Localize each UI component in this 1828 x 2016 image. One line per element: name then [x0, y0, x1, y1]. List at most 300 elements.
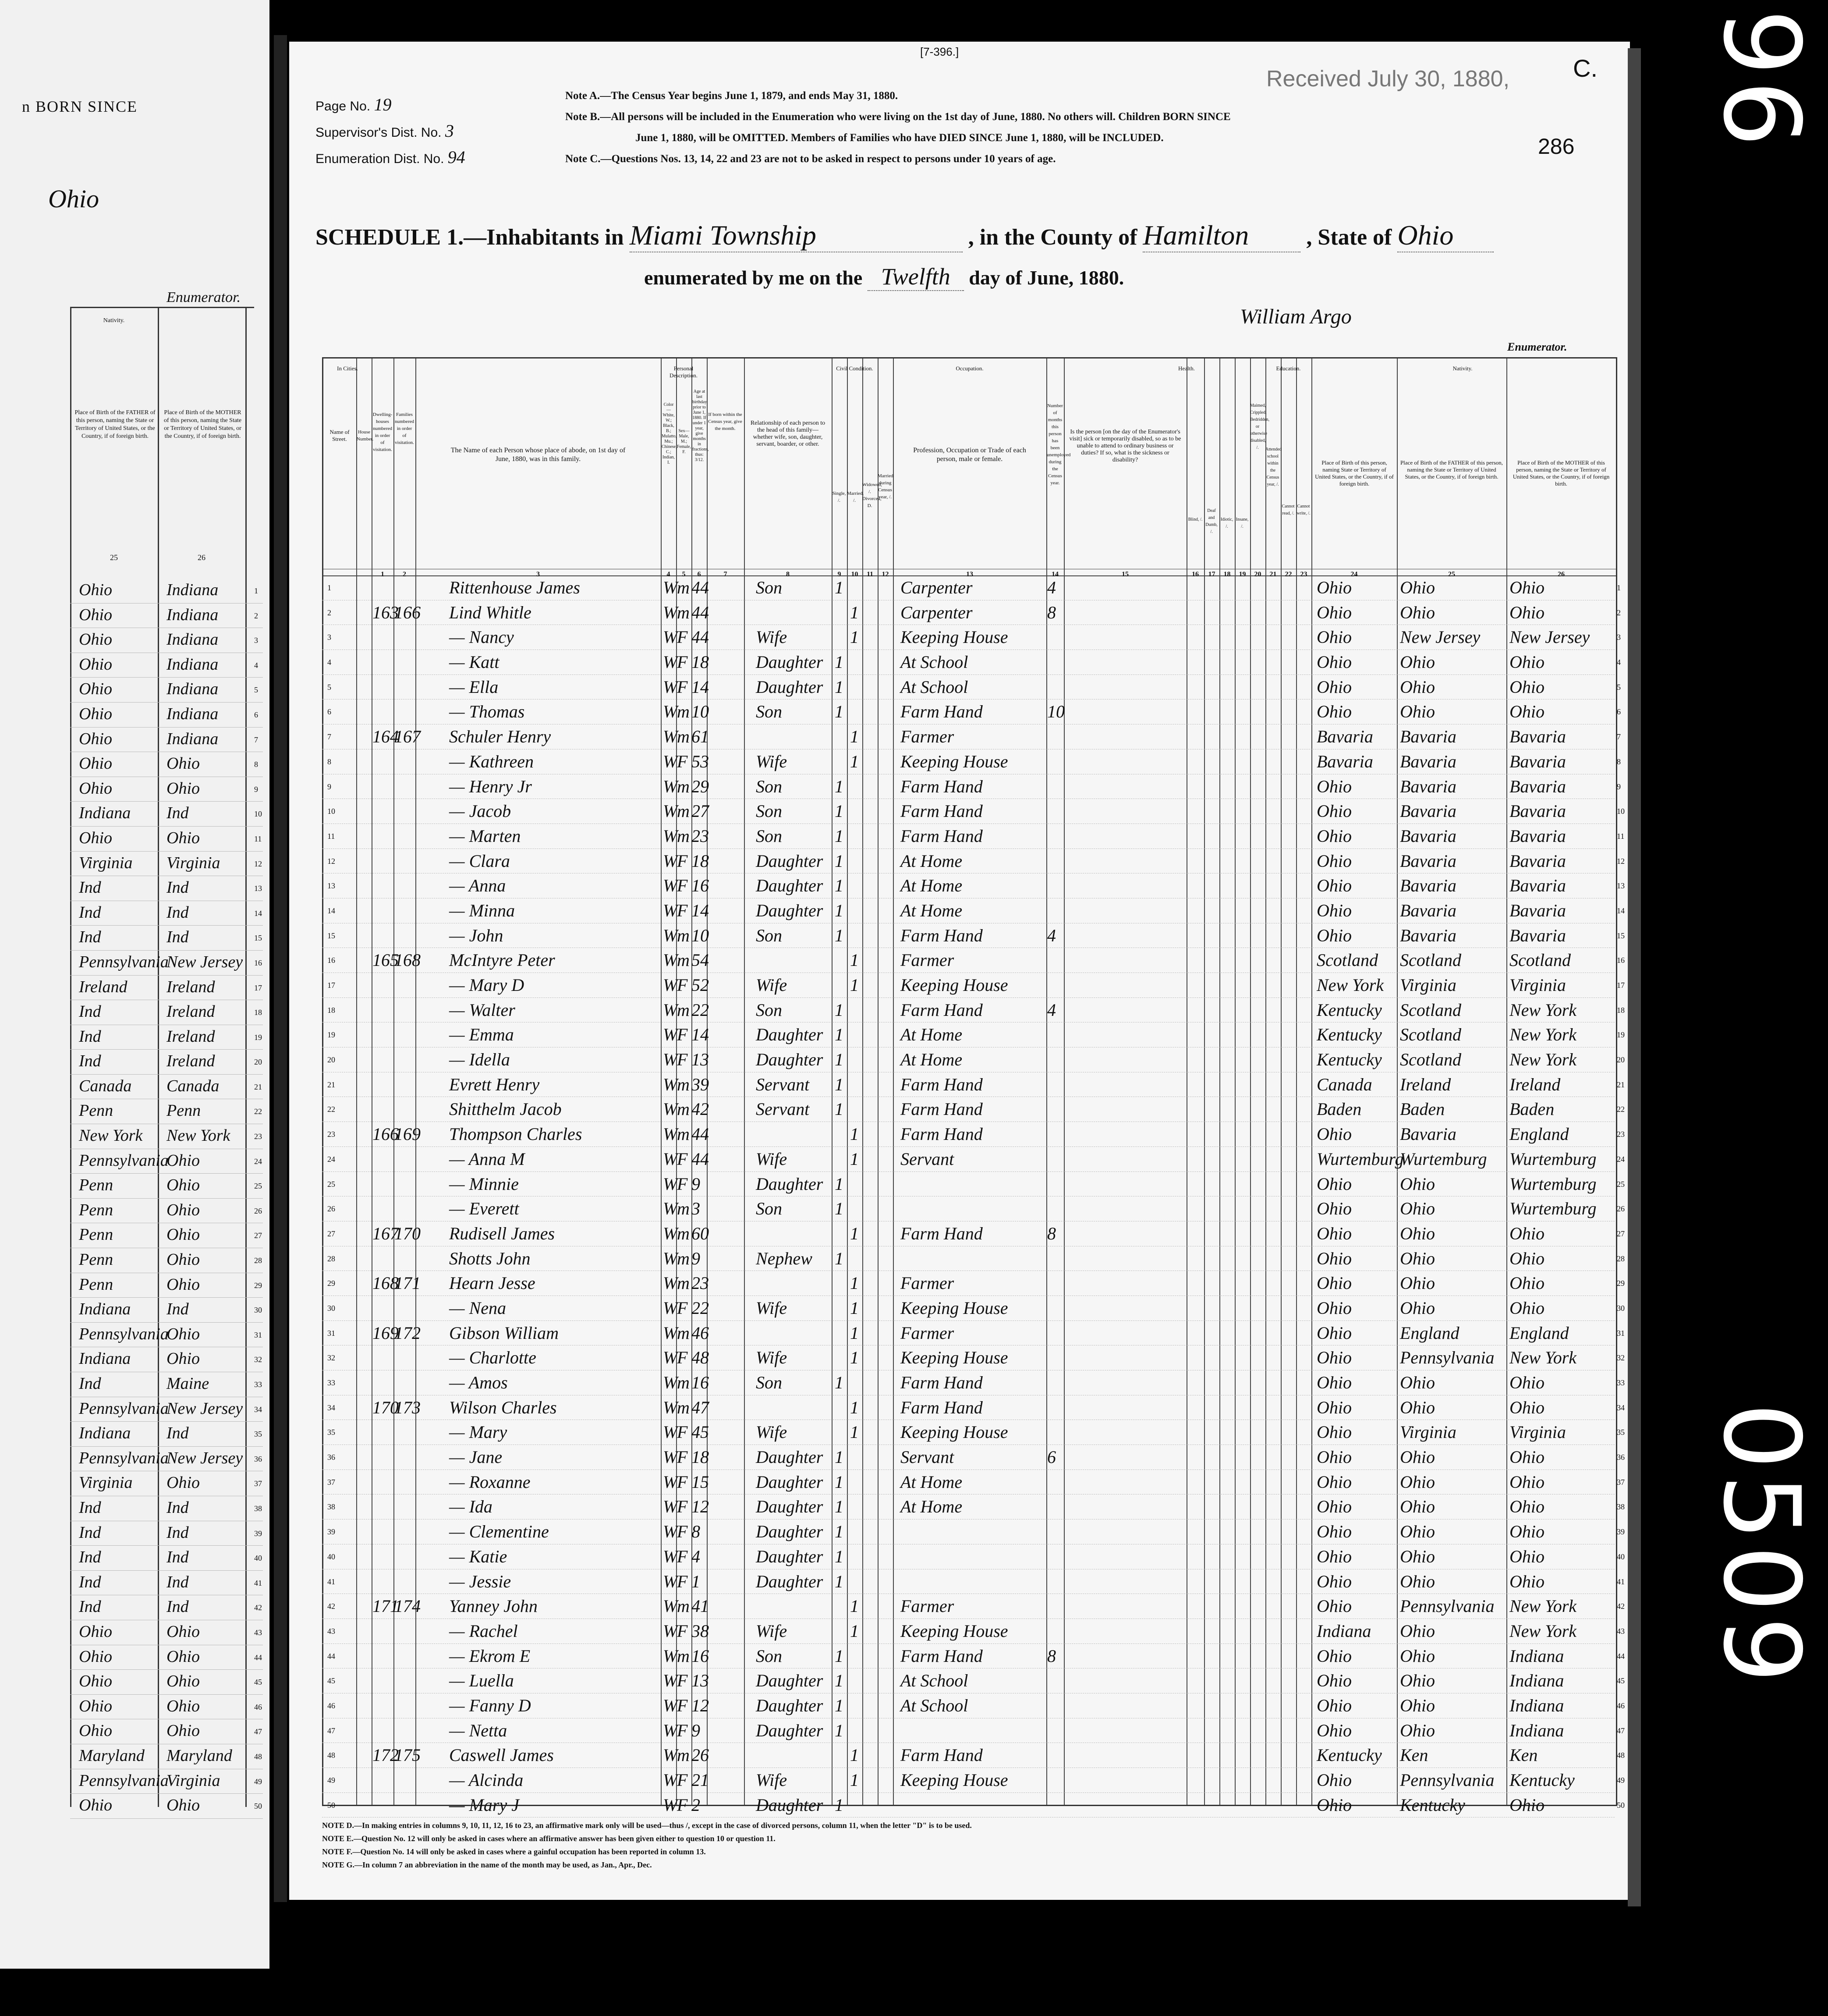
color-value: W [663, 1447, 678, 1467]
left-line-number: 11 [254, 834, 262, 843]
birthplace-father: Ireland [1400, 1074, 1451, 1094]
single-mark: 1 [835, 876, 843, 896]
census-row [322, 973, 1625, 998]
left-father-birthplace: Penn [79, 1176, 113, 1195]
line-number-right: 46 [1617, 1701, 1625, 1710]
age-value: 46 [691, 1323, 709, 1343]
left-line-number: 42 [254, 1603, 262, 1612]
single-mark: 1 [835, 900, 843, 920]
birthplace-self: Ohio [1317, 1596, 1352, 1616]
age-value: 23 [691, 826, 709, 846]
family-number: 168 [394, 950, 421, 970]
line-number-right: 24 [1617, 1154, 1625, 1164]
col-head-age: Age at last birthday prior to June 1, 1880. If under 1 year, give months in fractions, thus: 3/12. [692, 389, 709, 462]
color-value: W [663, 627, 678, 647]
relationship-value: Wife [756, 1621, 787, 1641]
line-number-right: 4 [1617, 658, 1621, 667]
person-name: — Minna [449, 900, 515, 920]
family-number: 175 [394, 1745, 421, 1765]
birthplace-father: Bavaria [1400, 727, 1456, 747]
left-mother-birthplace: Ind [167, 1300, 189, 1319]
line-number: 17 [327, 981, 335, 990]
age-value: 22 [691, 1298, 709, 1318]
col-head-occupation-detail: Profession, Occupation or Trade of each person, male or female. [913, 447, 1026, 463]
page-no-line [315, 94, 391, 115]
birthplace-mother: Bavaria [1509, 751, 1566, 771]
line-number: 45 [327, 1676, 335, 1686]
sex-value: m [677, 925, 690, 945]
column-number: 17 [1208, 571, 1215, 578]
married-mark: 1 [850, 1596, 859, 1616]
left-father-birthplace: Ohio [79, 1796, 112, 1815]
color-value: W [663, 1596, 678, 1616]
column-number: 24 [1350, 571, 1358, 578]
birthplace-self: Ohio [1317, 851, 1352, 871]
left-line-number: 49 [254, 1777, 262, 1786]
line-number: 28 [327, 1254, 335, 1263]
birthplace-self: Ohio [1317, 1770, 1352, 1790]
birthplace-father: Wurtemburg [1400, 1149, 1487, 1169]
left-mother-birthplace: Indiana [167, 729, 219, 748]
schedule-title [315, 219, 1494, 252]
age-value: 1 [691, 1571, 700, 1591]
line-number: 43 [327, 1626, 335, 1636]
line-number: 6 [327, 707, 331, 717]
sex-value: m [677, 602, 690, 622]
age-value: 61 [691, 727, 709, 747]
birthplace-self: Ohio [1317, 627, 1352, 647]
left-page-row [70, 1645, 263, 1670]
sex-value: m [677, 1373, 690, 1392]
census-row [322, 1246, 1625, 1271]
sex-value: F [677, 627, 688, 647]
color-value: W [663, 1695, 678, 1715]
birthplace-father: Ohio [1400, 1298, 1435, 1318]
single-mark: 1 [835, 826, 843, 846]
birthplace-mother: Ken [1509, 1745, 1538, 1765]
birthplace-mother: Ohio [1509, 1447, 1545, 1467]
left-col26-head: Place of Birth of the MOTHER of this person, naming the State or Territory of United States, or the Country, if of foreign birth. [163, 409, 242, 440]
unemployed-months: 4 [1047, 1000, 1056, 1020]
single-mark: 1 [835, 1795, 843, 1815]
age-value: 9 [691, 1174, 700, 1194]
line-number-right: 20 [1617, 1055, 1625, 1065]
relationship-value: Daughter [756, 677, 823, 697]
page-no-value: 19 [374, 95, 392, 114]
married-mark: 1 [850, 602, 859, 622]
sex-value: F [677, 1149, 688, 1169]
occupation-value: Farmer [900, 1273, 954, 1293]
relationship-value: Son [756, 801, 782, 821]
birthplace-self: Ohio [1317, 1571, 1352, 1591]
birthplace-self: Ohio [1317, 876, 1352, 896]
sex-value: m [677, 1646, 690, 1666]
left-mother-birthplace: Ohio [167, 1225, 200, 1244]
color-value: W [663, 851, 678, 871]
relationship-value: Servant [756, 1074, 810, 1094]
birthplace-mother: Indiana [1509, 1720, 1564, 1740]
line-number: 25 [327, 1179, 335, 1189]
sex-value: F [677, 1671, 688, 1691]
census-row [322, 1644, 1625, 1669]
stamped-page-number: 286 [1538, 134, 1575, 159]
occupation-value: Farmer [900, 1596, 954, 1616]
birthplace-father: Bavaria [1400, 876, 1456, 896]
relationship-value: Daughter [756, 652, 823, 672]
birthplace-father: Ohio [1400, 702, 1435, 722]
column-number: 22 [1285, 571, 1292, 578]
occupation-value: At Home [900, 1025, 963, 1045]
left-line-number: 15 [254, 933, 262, 943]
line-number-right: 35 [1617, 1428, 1625, 1437]
occupation-value: Keeping House [900, 1348, 1008, 1368]
line-number: 15 [327, 931, 335, 940]
relationship-value: Daughter [756, 1695, 823, 1715]
unemployed-months: 4 [1047, 925, 1056, 945]
line-number: 27 [327, 1229, 335, 1238]
census-row [322, 1122, 1625, 1147]
unemployed-months: 8 [1047, 602, 1056, 622]
age-value: 53 [691, 751, 709, 771]
enum-suffix: day of June, 1880. [969, 266, 1124, 289]
note-c: Note C.—Questions Nos. 13, 14, 22 and 23 are not to be asked in respect to persons under 10 years of age. [565, 153, 1056, 165]
sex-value: m [677, 1099, 690, 1119]
census-row [322, 1569, 1625, 1594]
census-row [322, 1370, 1625, 1395]
age-value: 54 [691, 950, 709, 970]
sex-value: F [677, 1546, 688, 1566]
birthplace-self: Ohio [1317, 1646, 1352, 1666]
left-page-row [70, 1769, 263, 1794]
dwelling-number: 164 [372, 727, 399, 747]
line-number-right: 15 [1617, 931, 1625, 940]
color-value: W [663, 1571, 678, 1591]
birthplace-self: Ohio [1317, 1795, 1352, 1815]
left-line-number: 50 [254, 1802, 262, 1811]
age-value: 47 [691, 1397, 709, 1417]
single-mark: 1 [835, 1646, 843, 1666]
line-number: 21 [327, 1080, 335, 1089]
census-row [322, 1072, 1625, 1097]
age-value: 10 [691, 702, 709, 722]
left-page-rows [70, 579, 263, 1819]
birthplace-self: Ohio [1317, 1348, 1352, 1368]
column-number: 19 [1239, 571, 1246, 578]
column-number: 26 [1558, 571, 1565, 578]
birthplace-father: Bavaria [1400, 751, 1456, 771]
birthplace-father: Ohio [1400, 1695, 1435, 1715]
left-father-birthplace: Ohio [79, 605, 112, 624]
line-number: 11 [327, 831, 335, 841]
dwelling-number: 170 [372, 1397, 399, 1417]
person-name: — Nancy [449, 627, 514, 647]
census-row [322, 873, 1625, 898]
line-number-right: 8 [1617, 757, 1621, 766]
person-name: — Emma [449, 1025, 514, 1045]
sex-value: F [677, 1298, 688, 1318]
birthplace-self: Ohio [1317, 1248, 1352, 1268]
line-number: 26 [327, 1204, 335, 1214]
left-line-number: 22 [254, 1107, 262, 1116]
person-name: — Ella [449, 677, 499, 697]
left-father-birthplace: Ind [79, 1523, 101, 1542]
left-line-number: 2 [254, 611, 258, 620]
age-value: 44 [691, 602, 709, 622]
birthplace-self: New York [1317, 975, 1384, 995]
line-number: 36 [327, 1453, 335, 1462]
married-mark: 1 [850, 727, 859, 747]
left-page-row [70, 1273, 263, 1298]
line-number-right: 6 [1617, 707, 1621, 717]
occupation-value: At Home [900, 1050, 963, 1070]
line-number: 10 [327, 807, 335, 816]
color-value: W [663, 925, 678, 945]
relationship-value: Daughter [756, 1546, 823, 1566]
left-mother-birthplace: Ohio [167, 1176, 200, 1195]
person-name: Rittenhouse James [449, 578, 580, 597]
left-mother-birthplace: Indiana [167, 630, 219, 649]
col-head-sick: Is the person [on the day of the Enumerator's visit] sick or temporarily disabled, so as to be unable to attend to ordinary business or duties? If so, what is the sickness or disability? [1069, 429, 1181, 463]
person-name: — Clementine [449, 1522, 549, 1542]
left-col25-num: 25 [110, 553, 118, 562]
sex-value: m [677, 950, 690, 970]
left-mother-birthplace: Indiana [167, 655, 219, 674]
sex-value: F [677, 1472, 688, 1492]
age-value: 10 [691, 925, 709, 945]
left-mother-birthplace: New York [167, 1126, 230, 1145]
column-number: 20 [1254, 571, 1261, 578]
family-number: 172 [394, 1323, 421, 1343]
left-page-row [70, 1149, 263, 1174]
single-mark: 1 [835, 677, 843, 697]
sex-value: F [677, 1348, 688, 1368]
person-name: Yanney John [449, 1596, 538, 1616]
footnote-d: NOTE D.—In making entries in columns 9, 10, 11, 12, 16 to 23, an affirmative mark only will be used—thus /, except in the case of divorced persons, column 11, when the letter "D" is to be used. [322, 1821, 972, 1830]
left-page-row [70, 1695, 263, 1720]
enum-dist-line [315, 147, 465, 167]
birthplace-father: Pennsylvania [1400, 1770, 1495, 1790]
census-row [322, 1097, 1625, 1122]
color-value: W [663, 1099, 678, 1119]
line-number-right: 38 [1617, 1502, 1625, 1512]
birthplace-self: Ohio [1317, 578, 1352, 597]
sex-value: m [677, 578, 690, 597]
occupation-value: Farm Hand [900, 1124, 983, 1144]
occupation-value: Farm Hand [900, 826, 983, 846]
age-value: 14 [691, 677, 709, 697]
census-row [322, 1221, 1625, 1246]
left-line-number: 28 [254, 1256, 262, 1265]
birthplace-father: Bavaria [1400, 900, 1456, 920]
occupation-value: Farm Hand [900, 1223, 983, 1243]
left-father-birthplace: Pennsylvania [79, 1324, 169, 1343]
birthplace-mother: Bavaria [1509, 876, 1566, 896]
age-value: 3 [691, 1199, 700, 1219]
left-page-row [70, 1124, 263, 1149]
line-number: 50 [327, 1800, 335, 1810]
birthplace-mother: Indiana [1509, 1646, 1564, 1666]
age-value: 22 [691, 1000, 709, 1020]
sex-value: F [677, 1522, 688, 1542]
census-row [322, 1172, 1625, 1197]
line-number-right: 45 [1617, 1676, 1625, 1686]
line-number: 14 [327, 906, 335, 915]
relationship-value: Daughter [756, 900, 823, 920]
state-prefix: , State of [1306, 225, 1392, 250]
color-value: W [663, 950, 678, 970]
birthplace-father: Ohio [1400, 1472, 1435, 1492]
left-mother-birthplace: Ind [167, 1424, 189, 1443]
birthplace-mother: Ohio [1509, 1571, 1545, 1591]
relationship-value: Servant [756, 1099, 810, 1119]
color-value: W [663, 1050, 678, 1070]
left-mother-birthplace: Ind [167, 903, 189, 922]
color-value: W [663, 602, 678, 622]
column-number: 5 [682, 571, 686, 578]
left-page-row [70, 1347, 263, 1372]
age-value: 27 [691, 801, 709, 821]
line-number-right: 36 [1617, 1453, 1625, 1462]
occupation-value: Keeping House [900, 1770, 1008, 1790]
birthplace-self: Ohio [1317, 1223, 1352, 1243]
left-father-birthplace: Ohio [79, 754, 112, 773]
person-name: — Ida [449, 1497, 492, 1517]
census-row [322, 1768, 1625, 1793]
birthplace-mother: Bavaria [1509, 851, 1566, 871]
age-value: 18 [691, 1447, 709, 1467]
birthplace-father: Ohio [1400, 578, 1435, 597]
left-father-birthplace: Ind [79, 1572, 101, 1591]
occupation-value: Farmer [900, 1323, 954, 1343]
color-value: W [663, 1422, 678, 1442]
left-page-row [70, 1372, 263, 1397]
left-line-number: 37 [254, 1479, 262, 1488]
col-head-birth-father: Place of Birth of the FATHER of this person, naming the State or Territory of United States, or the Country, if of foreign birth. [1400, 459, 1503, 480]
left-father-birthplace: Ind [79, 1597, 101, 1616]
single-mark: 1 [835, 702, 843, 722]
left-line-number: 4 [254, 660, 258, 670]
line-number-right: 11 [1617, 831, 1625, 841]
sex-value: m [677, 801, 690, 821]
occupation-value: Farm Hand [900, 1074, 983, 1094]
person-name: — Nena [449, 1298, 506, 1318]
state-value: Ohio [1397, 219, 1494, 252]
column-number: 4 [666, 571, 670, 578]
age-value: 44 [691, 1149, 709, 1169]
left-mother-birthplace: Ohio [167, 754, 200, 773]
sex-value: F [677, 1720, 688, 1740]
age-value: 15 [691, 1472, 709, 1492]
birthplace-mother: New York [1509, 1025, 1577, 1045]
birthplace-father: Ohio [1400, 1223, 1435, 1243]
age-value: 42 [691, 1099, 709, 1119]
census-row [322, 699, 1621, 724]
birthplace-mother: Ohio [1509, 1373, 1545, 1392]
married-mark: 1 [850, 975, 859, 995]
single-mark: 1 [835, 776, 843, 796]
left-line-number: 44 [254, 1653, 262, 1662]
sex-value: F [677, 975, 688, 995]
age-value: 21 [691, 1770, 709, 1790]
birthplace-father: Ohio [1400, 1621, 1435, 1641]
occupation-value: Farmer [900, 727, 954, 747]
left-line-number: 36 [254, 1454, 262, 1463]
age-value: 44 [691, 578, 709, 597]
color-value: W [663, 1497, 678, 1517]
line-number: 31 [327, 1328, 335, 1338]
line-number-right: 14 [1617, 906, 1625, 915]
left-mother-birthplace: Virginia [167, 853, 220, 872]
person-name: Gibson William [449, 1323, 559, 1343]
birthplace-father: Ohio [1400, 1273, 1435, 1293]
left-line-number: 30 [254, 1306, 262, 1315]
birthplace-mother: Ohio [1509, 1522, 1545, 1542]
col-head-name: The Name of each Person whose place of abode, on 1st day of June, 1880, was in this family. [450, 447, 626, 463]
birthplace-self: Kentucky [1317, 1745, 1382, 1765]
col-head-health: Health. [1178, 365, 1195, 372]
person-name: — Everett [449, 1199, 519, 1219]
married-mark: 1 [850, 1323, 859, 1343]
line-number-right: 43 [1617, 1626, 1625, 1636]
left-father-birthplace: Penn [79, 1225, 113, 1244]
birthplace-mother: Ohio [1509, 1223, 1545, 1243]
left-line-number: 47 [254, 1727, 262, 1736]
relationship-value: Daughter [756, 1174, 823, 1194]
birthplace-mother: New York [1509, 1348, 1577, 1368]
age-value: 29 [691, 776, 709, 796]
birthplace-self: Bavaria [1317, 751, 1373, 771]
left-page-enumerator-label: Enumerator. [167, 289, 241, 305]
relationship-value: Daughter [756, 1497, 823, 1517]
person-name: — Anna M [449, 1149, 525, 1169]
birthplace-self: Ohio [1317, 1546, 1352, 1566]
line-number: 30 [327, 1303, 335, 1313]
film-stamp-bottom: 0509 [1700, 1402, 1823, 1688]
single-mark: 1 [835, 1671, 843, 1691]
left-mother-birthplace: Ohio [167, 1324, 200, 1343]
line-number: 39 [327, 1527, 335, 1537]
left-father-birthplace: Ind [79, 1052, 101, 1071]
line-number: 33 [327, 1378, 335, 1387]
relationship-value: Daughter [756, 1571, 823, 1591]
dwelling-number: 172 [372, 1745, 399, 1765]
left-mother-birthplace: Ireland [167, 1002, 215, 1021]
line-number-right: 12 [1617, 856, 1625, 866]
birthplace-mother: Indiana [1509, 1671, 1564, 1691]
line-number: 13 [327, 881, 335, 891]
color-value: W [663, 702, 678, 722]
birthplace-self: Wurtemburg [1317, 1149, 1404, 1169]
color-value: W [663, 1795, 678, 1815]
left-father-birthplace: Pennsylvania [79, 1771, 169, 1790]
family-number: 173 [394, 1397, 421, 1417]
color-value: W [663, 1745, 678, 1765]
col-head-street: Name of Street. [329, 429, 350, 442]
left-father-birthplace: Indiana [79, 1349, 131, 1368]
line-number-right: 23 [1617, 1130, 1625, 1139]
line-number-right: 9 [1617, 782, 1621, 791]
left-line-number: 7 [254, 735, 258, 744]
left-page-row [70, 1199, 263, 1224]
unemployed-months: 10 [1047, 702, 1065, 722]
birthplace-self: Ohio [1317, 1720, 1352, 1740]
line-number: 7 [327, 732, 331, 742]
person-name: — Anna [449, 876, 506, 896]
person-name: — Jane [449, 1447, 503, 1467]
single-mark: 1 [835, 1074, 843, 1094]
census-row [322, 1321, 1625, 1346]
occupation-value: Keeping House [900, 751, 1008, 771]
